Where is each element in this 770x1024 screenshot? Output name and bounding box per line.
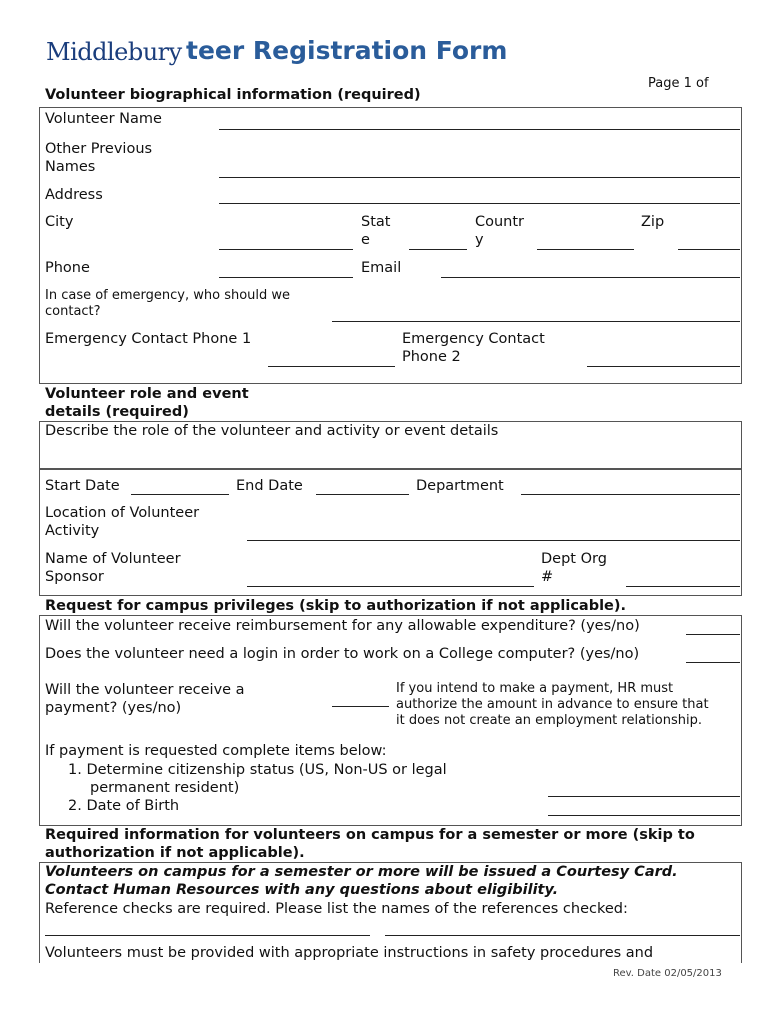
bio-section-heading: Volunteer biographical information (required) (45, 87, 421, 103)
state-label-line2: e (361, 232, 370, 248)
role-details-box (39, 468, 742, 596)
citizenship-item-line2: permanent resident) (90, 780, 240, 796)
volunteer-name-field[interactable] (219, 129, 740, 130)
reimbursement-field[interactable] (686, 634, 740, 635)
address-field[interactable] (219, 203, 740, 204)
sponsor-field[interactable] (247, 586, 534, 587)
citizenship-field[interactable] (548, 796, 740, 797)
emergency-phone2-field[interactable] (587, 366, 740, 367)
zip-label: Zip (641, 214, 665, 230)
payment-label-line1: Will the volunteer receive a (45, 682, 245, 698)
emergency-phone1-field[interactable] (268, 366, 395, 367)
references-label: Reference checks are required. Please list the names of the references checked: (45, 901, 628, 917)
email-label: Email (361, 260, 402, 276)
location-field[interactable] (247, 540, 740, 541)
city-label: City (45, 214, 74, 230)
address-label: Address (45, 187, 103, 203)
other-names-label-line1: Other Previous (45, 141, 153, 157)
location-label-line1: Location of Volunteer (45, 505, 200, 521)
volunteer-name-label: Volunteer Name (45, 111, 162, 127)
email-field[interactable] (441, 277, 740, 278)
revision-date: Rev. Date 02/05/2013 (613, 968, 722, 979)
country-field[interactable] (537, 249, 634, 250)
sponsor-label-line2: Sponsor (45, 569, 104, 585)
emergency-phone1-label: Emergency Contact Phone 1 (45, 331, 252, 347)
city-field[interactable] (219, 249, 353, 250)
emergency-phone2-label-line1: Emergency Contact (402, 331, 545, 347)
sponsor-label-line1: Name of Volunteer (45, 551, 181, 567)
reference-2-field[interactable] (385, 935, 740, 936)
country-label-line2: y (475, 232, 484, 248)
payment-label-line2: payment? (yes/no) (45, 700, 182, 716)
date-of-birth-field[interactable] (548, 815, 740, 816)
role-description-label: Describe the role of the volunteer and activity or event details (45, 423, 499, 439)
emergency-phone2-label-line2: Phone 2 (402, 349, 461, 365)
phone-field[interactable] (219, 277, 353, 278)
department-field[interactable] (521, 494, 740, 495)
institution-logo: Middlebury (46, 38, 182, 66)
page-title: teer Registration Form (186, 36, 508, 65)
reimbursement-label: Will the volunteer receive reimbursement for any allowable expenditure? (yes/no) (45, 618, 640, 634)
other-names-field[interactable] (219, 177, 740, 178)
dept-org-label-line2: # (541, 569, 554, 585)
login-label: Does the volunteer need a login in order to work on a College computer? (yes/no) (45, 646, 640, 662)
role-section-heading-line1: Volunteer role and event (45, 386, 249, 402)
department-label: Department (416, 478, 504, 494)
role-section-heading-line2: details (required) (45, 404, 189, 420)
location-label-line2: Activity (45, 523, 100, 539)
semester-section-heading-line1: Required information for volunteers on campus for a semester or more (skip to (45, 827, 695, 843)
login-field[interactable] (686, 662, 740, 663)
date-of-birth-label: 2. Date of Birth (68, 798, 180, 814)
emergency-contact-label-line2: contact? (45, 304, 101, 319)
page-number: Page 1 of (648, 76, 709, 91)
hr-note-line2: authorize the amount in advance to ensure that (396, 697, 709, 712)
courtesy-card-note-line2: Contact Human Resources with any questions about eligibility. (45, 882, 559, 898)
end-date-label: End Date (236, 478, 303, 494)
privileges-section-heading: Request for campus privileges (skip to authorization if not applicable). (45, 598, 627, 614)
other-names-label-line2: Names (45, 159, 96, 175)
start-date-label: Start Date (45, 478, 120, 494)
payment-items-intro: If payment is requested complete items below: (45, 743, 387, 759)
safety-note: Volunteers must be provided with appropriate instructions in safety procedures and (45, 945, 654, 961)
reference-1-field[interactable] (45, 935, 370, 936)
country-label-line1: Countr (475, 214, 525, 230)
emergency-contact-label-line1: In case of emergency, who should we (45, 288, 291, 303)
state-label-line1: Stat (361, 214, 391, 230)
semester-section-heading-line2: authorization if not applicable). (45, 845, 305, 861)
citizenship-item-line1: 1. Determine citizenship status (US, Non-US or legal (68, 762, 447, 778)
hr-note-line1: If you intend to make a payment, HR must (396, 681, 674, 696)
payment-field[interactable] (332, 706, 389, 707)
courtesy-card-note-line1: Volunteers on campus for a semester or more will be issued a Courtesy Card. (45, 864, 678, 880)
state-field[interactable] (409, 249, 467, 250)
hr-note-line3: it does not create an employment relationship. (396, 713, 702, 728)
dept-org-label-line1: Dept Org (541, 551, 607, 567)
dept-org-field[interactable] (626, 586, 740, 587)
start-date-field[interactable] (131, 494, 229, 495)
phone-label: Phone (45, 260, 90, 276)
zip-field[interactable] (678, 249, 740, 250)
emergency-contact-field[interactable] (332, 321, 740, 322)
end-date-field[interactable] (316, 494, 409, 495)
